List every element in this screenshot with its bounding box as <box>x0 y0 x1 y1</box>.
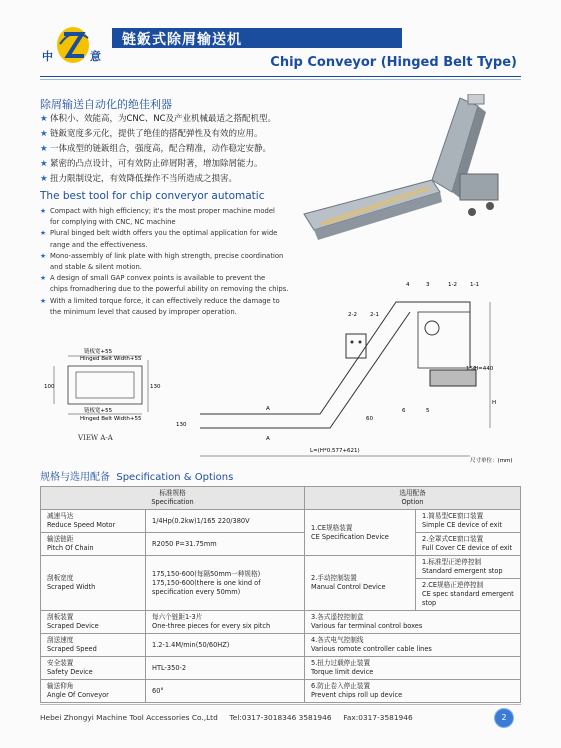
belt-width-label-en-bottom: Hinged Belt Width+55 <box>80 416 142 422</box>
table-row <box>41 611 521 634</box>
footer <box>40 713 480 722</box>
list-item: ★ With a limited torque force, it can effectively reduce the damage to the minimum level that caused by improper operation. <box>40 296 308 318</box>
row-value: 每六个链距1-3片 One-three pieces for every six pitch <box>146 611 305 634</box>
list-item: ★ Mono-assembly of link plate with high strength, precise coordination and stable & silent motion. <box>40 251 308 273</box>
logo-text-right: 意 <box>90 50 101 63</box>
row-value: 60° <box>146 680 305 703</box>
cn-feature-list <box>40 112 308 187</box>
dim-130-label: 130 <box>150 384 161 390</box>
row-value: 1.2-1.4M/min(50/60HZ) <box>146 634 305 657</box>
callout-5: 5 <box>426 408 430 414</box>
logo-text-left: 中 <box>42 50 53 63</box>
en-heading: The best tool for chip converyor automatic <box>40 190 265 202</box>
option-item: 6.防止卷入停止装置 Prevent chips roll up device <box>305 680 521 703</box>
spec-table <box>40 486 521 703</box>
table-row <box>41 533 521 556</box>
footer-divider <box>40 704 521 705</box>
table-row <box>41 556 521 611</box>
list-item: ★ 一体成型的链鈑组合，强度高，配合精准，动作稳定安静。 <box>40 142 308 157</box>
row-value: 175,150-600(每隔50mm一种规格) 175,150-600(there is one kind of specification every 50mm) <box>146 556 305 611</box>
table-row <box>41 657 521 680</box>
row-label: 刮板宽度 Scraped Width <box>41 556 146 611</box>
view-label: VIEW A-A <box>78 434 113 442</box>
row-label: 刮送速度 Scraped Speed <box>41 634 146 657</box>
list-item: ★ Compact with high efficiency; it's the most proper machine model for complying with CNC, NC machine <box>40 206 308 228</box>
dim-h-label: H <box>492 400 497 406</box>
dim-a-upper: A <box>266 406 270 412</box>
star-icon: ★ <box>40 296 47 305</box>
row-value: HTL-350-2 <box>146 657 305 680</box>
footer-company: Hebei Zhongyi Machine Tool Accessories Co.,Ltd <box>40 713 218 722</box>
list-item: ★ A design of small GAP convex points is available to prevent the chips fromadhering due to the powerful ability on removing the chips. <box>40 273 308 295</box>
row-label: 减速马达 Reduce Speed Motor <box>41 510 146 533</box>
dim-60-angle: 60 <box>366 416 373 422</box>
callout-3: 3 <box>426 282 430 288</box>
row-value: 1/4Hp(0.2kw)1/165 220/380V <box>146 510 305 533</box>
dim-130-side: 130 <box>176 422 187 428</box>
callout-2-1: 2-1 <box>370 312 379 318</box>
list-item: ★ Plural binged belt width offers you the optimal application for wide range and the effectiveness. <box>40 228 308 250</box>
belt-width-label-cn-bottom: 链板宽+55 <box>84 408 113 414</box>
header-divider-2 <box>40 79 521 80</box>
dim-100-label: 100 <box>44 384 55 390</box>
callout-4: 4 <box>406 282 410 288</box>
star-icon: ★ <box>40 274 47 283</box>
option-item: 4.各式电气控制线 Various romote controller cable lines <box>305 634 521 657</box>
cn-heading: 除屑输送自动化的绝佳利器 <box>40 98 172 111</box>
table-row <box>41 680 521 703</box>
option-column-header: 选用配备 Option <box>305 487 521 510</box>
star-icon: ★ <box>40 251 47 260</box>
star-icon: ★ <box>40 229 47 238</box>
belt-width-label-cn: 链板宽+55 <box>84 349 113 355</box>
callout-1-1: 1-1 <box>470 282 479 288</box>
product-photo <box>300 94 524 256</box>
option-item: 5.扭力过载停止装置 Torque limit device <box>305 657 521 680</box>
footer-tel: Tel:0317-3018346 3581946 <box>229 713 332 722</box>
option-item: 1.简易型CE窗口装置 Simple CE device of exit <box>416 510 521 533</box>
unit-note: 尺寸单位：(mm) <box>470 458 513 464</box>
list-item: ★ 扭力限制设定，有效降低操作不当所造成之损害。 <box>40 172 308 187</box>
header-divider <box>40 76 521 77</box>
option-group: 1.CE规格装置 CE Specification Device <box>305 510 416 556</box>
dim-150-label: 150 <box>466 366 477 372</box>
company-logo <box>40 20 106 70</box>
row-label: 输送仰角 Angle Of Conveyor <box>41 680 146 703</box>
spec-column-header: 标准规格 Specification <box>41 487 305 510</box>
spec-heading: 规格与选用配备 Specification & Options <box>40 472 234 483</box>
row-label: 输送链距 Pitch Of Chain <box>41 533 146 556</box>
option-item: 3.各式遥控控制盒 Various far terminal control boxes <box>305 611 521 634</box>
star-icon: ★ <box>40 114 48 124</box>
option-item: 2.全罩式CE窗口装置 Full Cover CE device of exit <box>416 533 521 556</box>
view-a-a-drawing <box>40 346 180 446</box>
list-item: ★ 紧密的凸点设计，可有效防止碎屑附著，增加除屑能力。 <box>40 157 308 172</box>
star-icon: ★ <box>40 129 48 139</box>
footer-fax: Fax:0317-3581946 <box>343 713 413 722</box>
side-elevation-drawing <box>170 276 522 464</box>
table-row <box>41 510 521 533</box>
table-row <box>41 634 521 657</box>
belt-width-label-en: Hinged Belt Width+55 <box>80 356 142 362</box>
row-value: R2050 P=31.75mm <box>146 533 305 556</box>
star-icon: ★ <box>40 144 48 154</box>
list-item: ★ 体积小、效能高，为CNC、NC及产业机械最适之搭配机型。 <box>40 112 308 127</box>
row-label: 刮板装置 Scraped Device <box>41 611 146 634</box>
callout-1-2: 1-2 <box>448 282 457 288</box>
page-title-en: Chip Conveyor (Hinged Belt Type) <box>270 55 517 70</box>
dim-h440-label: H=440 <box>474 366 494 372</box>
option-group: 2.手动控制装置 Manual Control Device <box>305 556 416 611</box>
callout-2-2: 2-2 <box>348 312 357 318</box>
star-icon: ★ <box>40 159 48 169</box>
dim-a-lower: A <box>266 436 270 442</box>
star-icon: ★ <box>40 207 47 215</box>
page-title-cn: 链鈑式除屑输送机 <box>122 32 242 48</box>
callout-6: 6 <box>402 408 406 414</box>
table-header-row <box>41 487 521 510</box>
row-label: 安全装置 Safety Device <box>41 657 146 680</box>
option-item: 1.标准型正逆停控制 Standard emergent stop 2.CE规格正逆停控制 CE spec standard emergent stop <box>416 556 521 611</box>
page-number: 2 <box>494 708 514 728</box>
star-icon: ★ <box>40 174 48 184</box>
dim-l-formula: L=(H*0.577+621) <box>310 448 360 454</box>
list-item: ★ 链鈑宽度多元化，提供了绝佳的搭配弹性及有效的应用。 <box>40 127 308 142</box>
